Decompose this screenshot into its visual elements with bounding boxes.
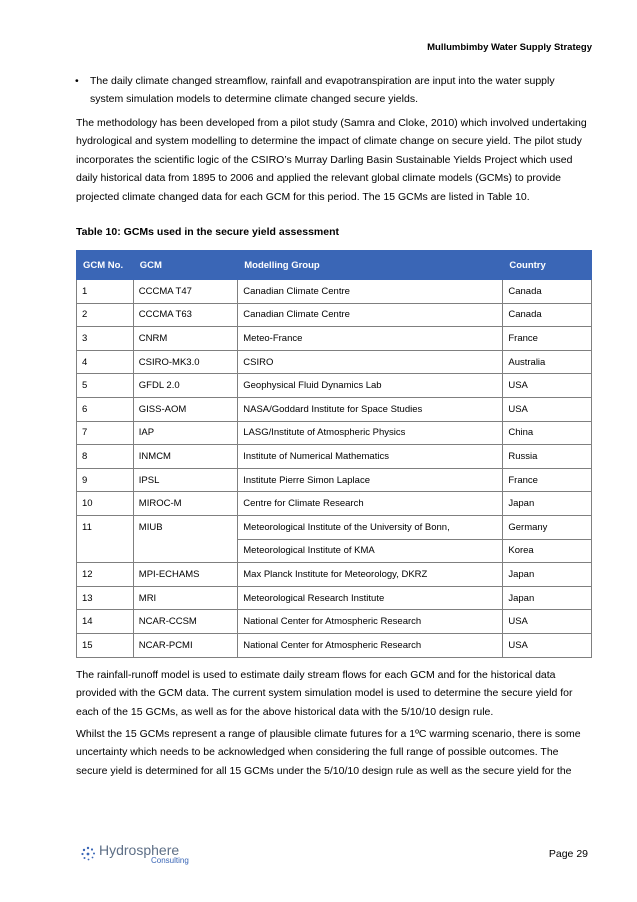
cell-gcm-no: 15: [77, 633, 134, 657]
table-row: [77, 492, 592, 516]
cell-gcm: MIUB: [133, 515, 237, 562]
cell-gcm: IAP: [133, 421, 237, 445]
cell-country: USA: [503, 374, 592, 398]
paragraph-uncertainty: Whilst the 15 GCMs represent a range of plausible climate futures for a 1ºC warming scenario, there is some uncertainty which needs to be acknowledged when considering the full range of possible outcomes. The secure yield is determined for all 15 GCMs under the 5/10/10 design rule as well as the secure yield for the: [76, 728, 581, 777]
document-header-title: Mullumbimby Water Supply Strategy: [427, 42, 592, 53]
cell-modelling-group: Institute of Numerical Mathematics: [238, 445, 503, 469]
cell-gcm-no: 14: [77, 610, 134, 634]
cell-gcm-no: 6: [77, 397, 134, 421]
cell-gcm-no: 10: [77, 492, 134, 516]
cell-country: Russia: [503, 445, 592, 469]
table-row: [77, 586, 592, 610]
cell-gcm: MPI-ECHAMS: [133, 563, 237, 587]
table-row: [77, 350, 592, 374]
cell-country: Japan: [503, 586, 592, 610]
logo-name: Hydrosphere: [99, 842, 180, 858]
cell-gcm: CCCMA T47: [133, 280, 237, 304]
cell-modelling-group: Institute Pierre Simon Laplace: [238, 468, 503, 492]
cell-modelling-group: Meteorological Research Institute: [238, 586, 503, 610]
cell-country: Australia: [503, 350, 592, 374]
cell-modelling-group: Meteorological Institute of KMA: [238, 539, 503, 563]
column-header-gcm: GCM: [133, 251, 237, 280]
table-row: [77, 515, 592, 539]
table-row: [77, 421, 592, 445]
cell-modelling-group: Meteorological Institute of the University of Bonn,: [238, 515, 503, 539]
cell-modelling-group: National Center for Atmospheric Research: [238, 633, 503, 657]
cell-modelling-group: National Center for Atmospheric Research: [238, 610, 503, 634]
table-row: [77, 610, 592, 634]
cell-country: Germany: [503, 515, 592, 539]
cell-country: France: [503, 468, 592, 492]
cell-modelling-group: Geophysical Fluid Dynamics Lab: [238, 374, 503, 398]
logo-subtitle: Consulting: [151, 856, 189, 865]
column-header-modelling-group: Modelling Group: [238, 251, 503, 280]
cell-modelling-group: Canadian Climate Centre: [238, 280, 503, 304]
cell-country: Korea: [503, 539, 592, 563]
cell-gcm-no: 13: [77, 586, 134, 610]
cell-gcm-no: 9: [77, 468, 134, 492]
cell-gcm-no: 1: [77, 280, 134, 304]
bullet-dot-icon: •: [75, 75, 79, 87]
logo-swirl-icon: [80, 846, 96, 862]
cell-country: USA: [503, 633, 592, 657]
cell-country: Japan: [503, 563, 592, 587]
cell-gcm: MIROC-M: [133, 492, 237, 516]
cell-gcm: GISS-AOM: [133, 397, 237, 421]
cell-gcm: NCAR-CCSM: [133, 610, 237, 634]
cell-modelling-group: NASA/Goddard Institute for Space Studies: [238, 397, 503, 421]
cell-gcm-no: 4: [77, 350, 134, 374]
cell-modelling-group: Meteo-France: [238, 327, 503, 351]
cell-gcm: IPSL: [133, 468, 237, 492]
cell-country: USA: [503, 610, 592, 634]
page-number: Page 29: [548, 848, 588, 860]
cell-modelling-group: CSIRO: [238, 350, 503, 374]
table-header-row: [77, 251, 592, 280]
cell-gcm-no: 11: [77, 515, 134, 562]
table-caption: Table 10: GCMs used in the secure yield assessment: [76, 226, 339, 238]
cell-gcm: INMCM: [133, 445, 237, 469]
bullet-item: [75, 72, 590, 108]
table-row: [77, 633, 592, 657]
cell-gcm-no: 2: [77, 303, 134, 327]
paragraph-rainfall-runoff: The rainfall-runoff model is used to estimate daily stream flows for each GCM and for the historical data provided with the GCM data. The current system simulation model is used to determine the secure yield for each of the 15 GCMs, as well as for the above historical data with the 5/10/10 design rule.: [76, 669, 573, 718]
cell-gcm: CCCMA T63: [133, 303, 237, 327]
column-header-gcm-no: GCM No.: [77, 251, 134, 280]
table-row: [77, 563, 592, 587]
table-row: [77, 327, 592, 351]
cell-gcm: MRI: [133, 586, 237, 610]
table-row: [77, 468, 592, 492]
cell-country: China: [503, 421, 592, 445]
table-body: [77, 280, 592, 658]
cell-gcm-no: 8: [77, 445, 134, 469]
hydrosphere-logo: [80, 842, 189, 866]
cell-gcm-no: 12: [77, 563, 134, 587]
table-row: [77, 280, 592, 304]
cell-gcm-no: 5: [77, 374, 134, 398]
table-row: [77, 303, 592, 327]
cell-country: Canada: [503, 303, 592, 327]
cell-gcm-no: 7: [77, 421, 134, 445]
cell-country: France: [503, 327, 592, 351]
paragraph-methodology: The methodology has been developed from a pilot study (Samra and Cloke, 2010) which involved undertaking hydrological and system modelling to determine the impact of climate change on secure yield. The pilot study incorporates the scientific logic of the CSIRO’s Murray Darling Basin Sustainable Yields Project which used daily historical data from 1895 to 2006 and applied the relevant global climate models (GCMs) to provide projected climate changed data for each GCM for this period. The 15 GCMs are listed in Table 10.: [76, 117, 587, 203]
table-row: [77, 397, 592, 421]
cell-country: USA: [503, 397, 592, 421]
cell-modelling-group: LASG/Institute of Atmospheric Physics: [238, 421, 503, 445]
cell-country: Canada: [503, 280, 592, 304]
cell-gcm: NCAR-PCMI: [133, 633, 237, 657]
cell-modelling-group: Max Planck Institute for Meteorology, DKRZ: [238, 563, 503, 587]
table-row: [77, 374, 592, 398]
table-row: [77, 445, 592, 469]
cell-modelling-group: Centre for Climate Research: [238, 492, 503, 516]
cell-country: Japan: [503, 492, 592, 516]
cell-gcm: GFDL 2.0: [133, 374, 237, 398]
column-header-country: Country: [503, 251, 592, 280]
cell-gcm-no: 3: [77, 327, 134, 351]
cell-modelling-group: Canadian Climate Centre: [238, 303, 503, 327]
bullet-text: The daily climate changed streamflow, rainfall and evapotranspiration are input into the water supply system simulation models to determine climate changed secure yields.: [90, 75, 555, 105]
cell-gcm: CSIRO-MK3.0: [133, 350, 237, 374]
cell-gcm: CNRM: [133, 327, 237, 351]
gcm-table: [76, 250, 592, 658]
